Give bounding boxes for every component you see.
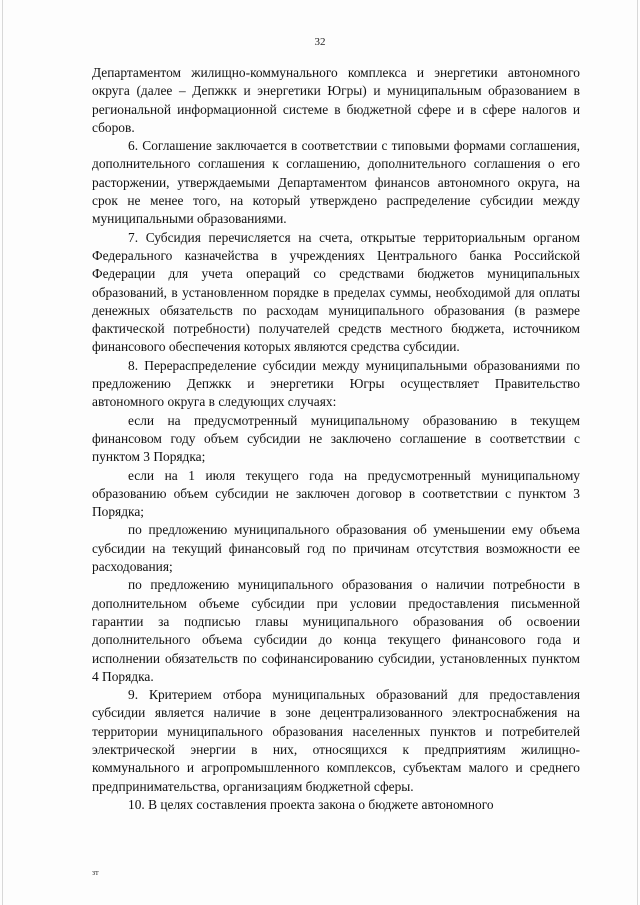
paragraph-case-3: по предложению муниципального образования об уменьшении ему объема субсидии на текущий финансовый год по причинам отсутствия возможности ее расходования; [92,522,580,575]
paragraph-case-1: если на предусмотренный муниципальному образованию в текущем финансовом году объем субсидии не заключено соглашение в соответствии с пунктом 3 Порядка; [92,412,580,465]
footer-mark: зт [92,868,99,877]
paragraph-item-6: 6. Соглашение заключается в соответствии с типовыми формами соглашения, дополнительного соглашения к соглашению, дополнительного соглашения о его расторжении, утверждаемыми Департаментом финансов автономного округа, на срок не менее того, на который утверждено распределение субсидии между муниципальными образованиями. [92,138,580,227]
paragraph-item-10: 10. В целях составления проекта закона о бюджете автономного [128,796,494,812]
paragraph-item-7: 7. Субсидия перечисляется на счета, открытые территориальным органом Федерального казначейства в учреждениях Центрального банка Российской Федерации для учета операций со средствами бюджетов муниципальных образований, в установленном порядке в пределах суммы, необходимой для оплаты денежных обязательств по расходам муниципального образования (в размере фактической потребности) получателей средств местного бюджета, источником финансового обеспечения которых являются средства субсидии. [92,229,580,355]
page-number: 32 [314,36,326,48]
paragraph-item-8: 8. Перераспределение субсидии между муниципальными образованиями по предложению Депжкк и энергетики Югры осуществляет Правительство автономного округа в следующих случаях: [92,357,580,410]
paragraph-case-2: если на 1 июля текущего года на предусмотренный муниципальному образованию объем субсидии не заключен договор в соответствии с пунктом 3 Порядка; [92,467,580,520]
paragraph-continuation: Департаментом жилищно-коммунального комплекса и энергетики автономного округа (далее – Депжкк и энергетики Югры) и муниципальным образованием в региональной информационной системе в бюджетной сфере и в сфере налогов и сборов. [92,65,580,135]
paragraph-item-9: 9. Критерием отбора муниципальных образований для предоставления субсидии является наличие в зоне децентрализованного электроснабжения на территории муниципального образования населенных пунктов и потребителей электрической энергии в них, относящихся к предприятиям жилищно-коммунального и агропромышленного комплексов, субъектам малого и среднего предпринимательства, организациям бюджетной сферы. [92,687,580,794]
paragraph-case-4: по предложению муниципального образования о наличии потребности в дополнительном объеме субсидии при условии предоставления письменной гарантии за подписью главы муниципального образования об освоении дополнительного объема субсидии до конца текущего финансового года и исполнении обязательств по софинансированию субсидии, установленных пунктом 4 Порядка. [92,577,580,684]
body-text [92,64,580,814]
scan-edge-left [2,0,3,905]
scan-edge-right [637,0,638,905]
